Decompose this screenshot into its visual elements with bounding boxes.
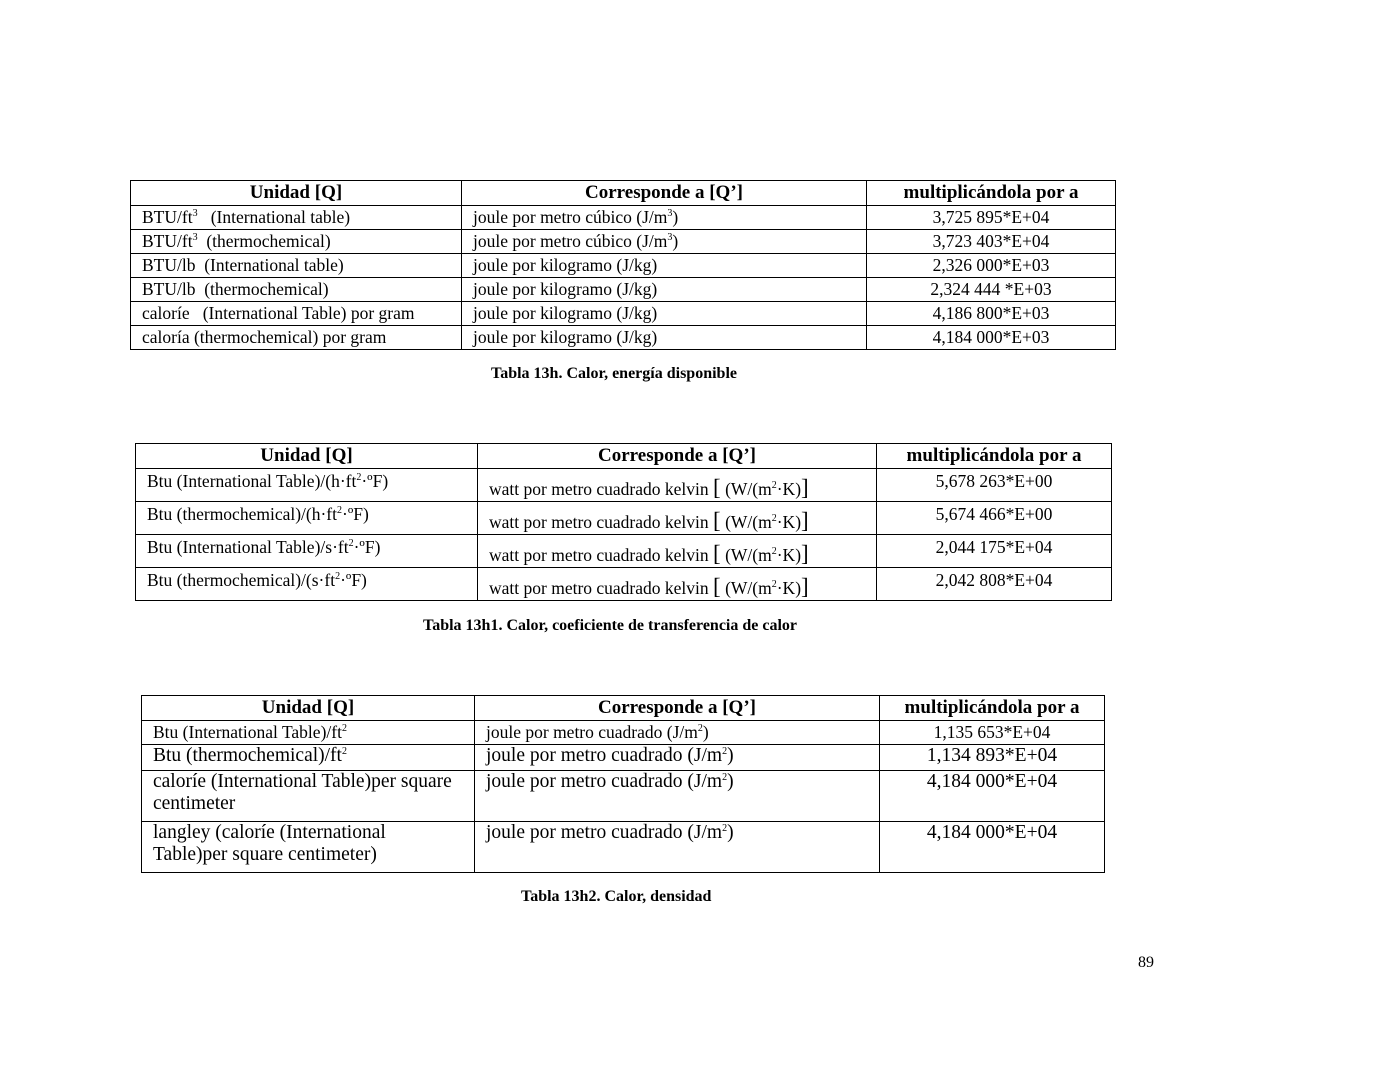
unit-cell: caloríe (International Table)per square centimeter bbox=[142, 771, 475, 822]
caption-table-13h: Tabla 13h. Calor, energía disponible bbox=[491, 365, 737, 382]
table-row bbox=[136, 469, 1112, 502]
unit-cell: BTU/$ft^3$ (International table) bbox=[131, 206, 462, 230]
header-corresponde: Corresponde a [Q’] bbox=[462, 181, 867, 206]
header-multiplicandola: multiplicándola por a bbox=[880, 696, 1105, 721]
factor-cell: 5,678 263*E+00 bbox=[877, 469, 1112, 502]
caption-table-13h1: Tabla 13h1. Calor, coeficiente de transferencia de calor bbox=[423, 617, 798, 634]
unit-cell: BTU/$ft^3$ (thermochemical) bbox=[131, 230, 462, 254]
table-13h2 bbox=[141, 695, 1105, 873]
table-row bbox=[136, 568, 1112, 601]
unit-cell: Btu (International $Table)/ft^2$ bbox=[142, 721, 475, 745]
factor-cell: 1,134 893*E+04 bbox=[880, 745, 1105, 771]
header-corresponde: Corresponde a [Q’] bbox=[475, 696, 880, 721]
page-number: 89 bbox=[1138, 954, 1154, 971]
header-multiplicandola: multiplicándola por a bbox=[877, 444, 1112, 469]
table-row bbox=[131, 206, 1116, 230]
unit-cell: BTU/lb (thermochemical) bbox=[131, 278, 462, 302]
table-row bbox=[136, 502, 1112, 535]
factor-cell: 2,324 444 *E+03 bbox=[867, 278, 1116, 302]
table-row bbox=[131, 230, 1116, 254]
factor-cell: 1,135 653*E+04 bbox=[880, 721, 1105, 745]
factor-cell: 2,042 808*E+04 bbox=[877, 568, 1112, 601]
target-cell: joule por kilogramo (J/kg) bbox=[462, 302, 867, 326]
factor-cell: 5,674 466*E+00 bbox=[877, 502, 1112, 535]
target-cell: joule por metro cuadrado $(J/m^2)$ bbox=[475, 721, 880, 745]
factor-cell: 2,326 000*E+03 bbox=[867, 254, 1116, 278]
target-cell: joule por metro cuadrado $(J/m^2)$ bbox=[475, 745, 880, 771]
unit-cell: Btu $(thermochemical)/(h\cdot ft^2\cdot ºF)$ bbox=[136, 502, 478, 535]
factor-cell: 3,723 403*E+04 bbox=[867, 230, 1116, 254]
table-row bbox=[131, 254, 1116, 278]
header-unidad: Unidad [Q] bbox=[131, 181, 462, 206]
table-row bbox=[131, 326, 1116, 350]
header-unidad: Unidad [Q] bbox=[142, 696, 475, 721]
target-cell: joule por kilogramo (J/kg) bbox=[462, 278, 867, 302]
target-cell: watt por metro cuadrado kelvin [ $(W/(m^2\cdot K)]$ bbox=[478, 502, 877, 535]
target-cell: watt por metro cuadrado kelvin [ $(W/(m^2\cdot K)]$ bbox=[478, 469, 877, 502]
header-multiplicandola: multiplicándola por a bbox=[867, 181, 1116, 206]
table-row bbox=[136, 535, 1112, 568]
table-row bbox=[131, 278, 1116, 302]
unit-cell: Btu $(thermochemical)/ft^2$ bbox=[142, 745, 475, 771]
target-cell: joule por metro cuadrado $(J/m^2)$ bbox=[475, 822, 880, 873]
unit-cell: langley (caloríe (International Table)per square centimeter) bbox=[142, 822, 475, 873]
table-row bbox=[142, 721, 1105, 745]
unit-cell: Btu $(thermochemical)/(s\cdot ft^2\cdot ºF)$ bbox=[136, 568, 478, 601]
header-corresponde: Corresponde a [Q’] bbox=[478, 444, 877, 469]
target-cell: joule por metro cúbico $(J/m^3)$ bbox=[462, 230, 867, 254]
target-cell: watt por metro cuadrado kelvin [ $(W/(m^2\cdot K)]$ bbox=[478, 568, 877, 601]
target-cell: joule por kilogramo (J/kg) bbox=[462, 254, 867, 278]
factor-cell: 4,184 000*E+04 bbox=[880, 822, 1105, 873]
factor-cell: 4,184 000*E+03 bbox=[867, 326, 1116, 350]
unit-cell: Btu (International $Table)/s\cdot ft^2\cdot ºF$) bbox=[136, 535, 478, 568]
table-row bbox=[142, 822, 1105, 873]
table-13h1 bbox=[135, 443, 1112, 601]
caption-table-13h2: Tabla 13h2. Calor, densidad bbox=[521, 888, 712, 905]
table-13h bbox=[130, 180, 1116, 350]
target-cell: watt por metro cuadrado kelvin [ $(W/(m^2\cdot K)]$ bbox=[478, 535, 877, 568]
target-cell: joule por metro cuadrado $(J/m^2)$ bbox=[475, 771, 880, 822]
table-header-row bbox=[136, 444, 1112, 469]
factor-cell: 2,044 175*E+04 bbox=[877, 535, 1112, 568]
target-cell: joule por metro cúbico $(J/m^3)$ bbox=[462, 206, 867, 230]
unit-cell: caloría (thermochemical) por gram bbox=[131, 326, 462, 350]
factor-cell: 4,184 000*E+04 bbox=[880, 771, 1105, 822]
table-row bbox=[142, 771, 1105, 822]
table-header-row bbox=[131, 181, 1116, 206]
unit-cell: Btu (International $Table)/(h\cdot ft^2\cdot ºF)$ bbox=[136, 469, 478, 502]
header-unidad: Unidad [Q] bbox=[136, 444, 478, 469]
table-row bbox=[142, 745, 1105, 771]
unit-cell: BTU/lb (International table) bbox=[131, 254, 462, 278]
factor-cell: 4,186 800*E+03 bbox=[867, 302, 1116, 326]
target-cell: joule por kilogramo (J/kg) bbox=[462, 326, 867, 350]
factor-cell: 3,725 895*E+04 bbox=[867, 206, 1116, 230]
unit-cell: caloríe (International Table) por gram bbox=[131, 302, 462, 326]
table-header-row bbox=[142, 696, 1105, 721]
table-row bbox=[131, 302, 1116, 326]
